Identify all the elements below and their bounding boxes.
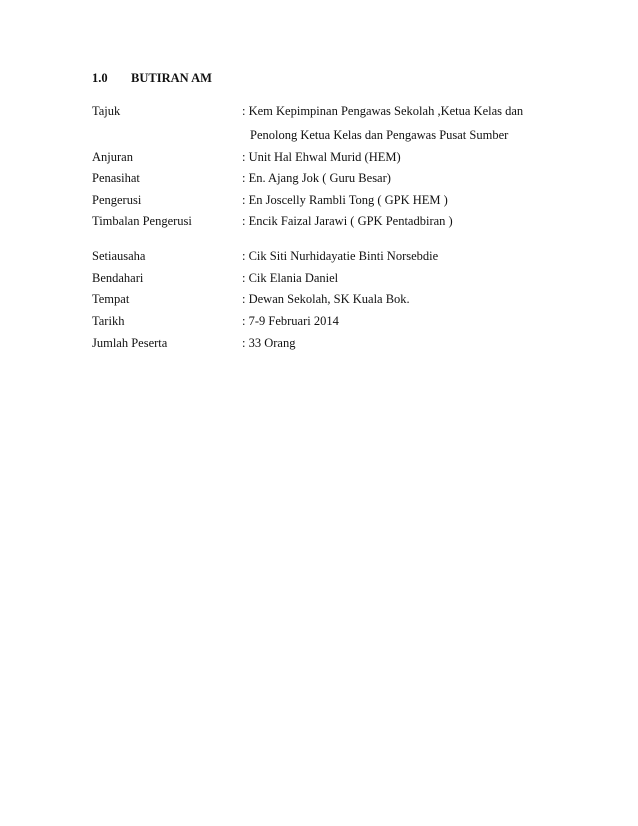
row-label: Tempat (92, 292, 130, 306)
row-value: : En. Ajang Jok ( Guru Besar) (242, 171, 391, 185)
row-label: Timbalan Pengerusi (92, 214, 192, 228)
row-value: : Dewan Sekolah, SK Kuala Bok. (242, 292, 410, 306)
row-value: : En Joscelly Rambli Tong ( GPK HEM ) (242, 193, 448, 207)
row-label: Jumlah Peserta (92, 336, 168, 350)
row-value: Penolong Ketua Kelas dan Pengawas Pusat Sumber (250, 128, 509, 142)
row-value: : Unit Hal Ehwal Murid (HEM) (242, 150, 401, 164)
row-label: Anjuran (92, 150, 133, 164)
row-label: Bendahari (92, 271, 144, 285)
row-label: Tajuk (92, 104, 121, 118)
row-value: : Cik Siti Nurhidayatie Binti Norsebdie (242, 249, 439, 263)
row-value: : Encik Faizal Jarawi ( GPK Pentadbiran ) (242, 214, 453, 228)
row-label: Tarikh (92, 314, 125, 328)
row-value: : 33 Orang (242, 336, 296, 350)
section-title: BUTIRAN AM (131, 71, 212, 85)
row-label: Pengerusi (92, 193, 142, 207)
row-label: Penasihat (92, 171, 140, 185)
row-label: Setiausaha (92, 249, 146, 263)
row-value: : 7-9 Februari 2014 (242, 314, 339, 328)
row-value: : Kem Kepimpinan Pengawas Sekolah ,Ketua Kelas dan (242, 104, 524, 118)
row-value: : Cik Elania Daniel (242, 271, 339, 285)
section-number: 1.0 (92, 71, 108, 85)
section-heading (92, 71, 212, 86)
